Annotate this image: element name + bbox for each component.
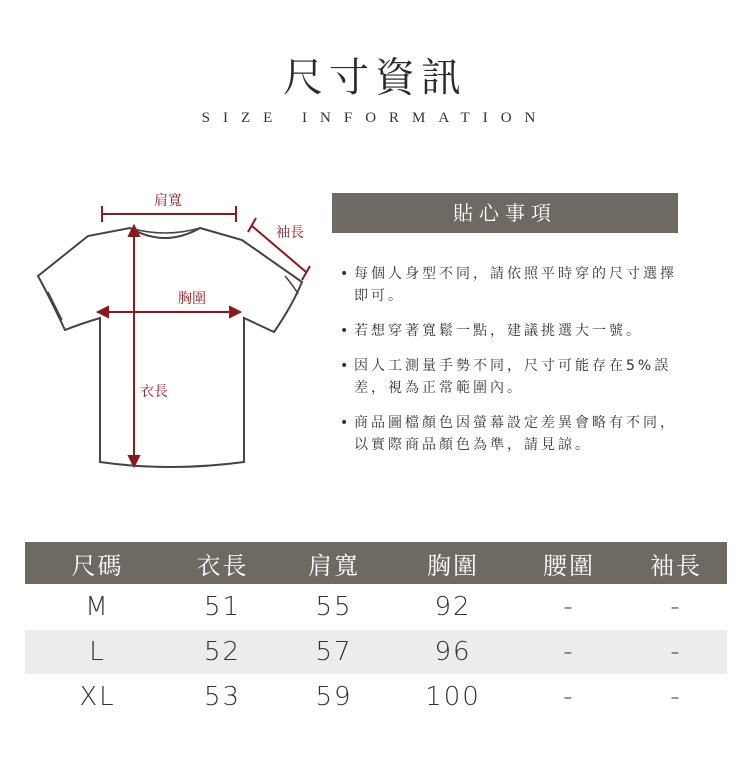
header-shoulder: 肩寬 xyxy=(308,551,360,580)
header-size: 尺碼 xyxy=(71,551,124,580)
page-subtitle: SIZE INFORMATION xyxy=(201,110,549,126)
cell-shoulder: 57 xyxy=(315,637,353,667)
cell-waist: - xyxy=(563,592,575,622)
shoulder-label: 肩寬 xyxy=(154,193,182,209)
bullet-icon: • xyxy=(340,415,352,431)
cell-chest: 100 xyxy=(425,682,481,712)
sleeve-tick-bottom xyxy=(302,266,310,280)
header-length: 衣長 xyxy=(196,551,249,580)
cell-shoulder: 59 xyxy=(315,682,353,712)
header-waist: 腰圍 xyxy=(543,551,595,580)
table-row xyxy=(25,585,727,629)
header-sleeve: 袖長 xyxy=(650,551,702,580)
cell-waist: - xyxy=(563,682,575,712)
sleeve-tick-top xyxy=(248,218,256,232)
cell-size: M xyxy=(85,592,110,622)
cell-length: 52 xyxy=(203,637,242,667)
note-text: 商品圖檔顏色因螢幕設定差異會略有不同，以實際商品顏色為準，請見諒。 xyxy=(354,415,677,453)
bullet-icon: • xyxy=(340,266,352,282)
bullet-icon: • xyxy=(340,358,352,374)
cell-waist: - xyxy=(563,637,575,667)
cell-sleeve: - xyxy=(670,592,682,622)
notes-list xyxy=(340,263,680,469)
cell-shoulder: 55 xyxy=(315,592,353,622)
note-item xyxy=(340,412,680,456)
tshirt-diagram xyxy=(30,180,330,490)
left-cuff-line xyxy=(48,292,62,320)
cell-length: 53 xyxy=(203,682,242,712)
cell-sleeve: - xyxy=(670,682,682,712)
cell-size: XL xyxy=(79,682,116,712)
cell-sleeve: - xyxy=(670,637,682,667)
page-title: 尺寸資訊 xyxy=(283,55,467,101)
length-label: 衣長 xyxy=(140,384,168,400)
bullet-icon: • xyxy=(340,323,352,339)
chest-arrow-left xyxy=(98,307,108,317)
note-text: 因人工測量手勢不同，尺寸可能存在5%誤差，視為正常範圍內。 xyxy=(354,358,672,396)
chest-label: 胸圍 xyxy=(178,291,206,307)
size-table-header xyxy=(25,542,727,584)
note-item xyxy=(340,355,680,399)
cell-size: L xyxy=(89,637,106,667)
note-item xyxy=(340,320,680,342)
note-text: 若想穿著寬鬆一點，建議挑選大一號。 xyxy=(354,323,643,339)
cell-length: 51 xyxy=(203,592,242,622)
size-table xyxy=(25,542,727,719)
notes-title: 貼心事項 xyxy=(332,193,678,233)
chest-arrow-right xyxy=(230,307,240,317)
cell-chest: 92 xyxy=(434,592,472,622)
table-row xyxy=(25,630,727,674)
note-item xyxy=(340,263,680,307)
header-chest: 胸圍 xyxy=(427,551,479,580)
sleeve-label: 袖長 xyxy=(276,225,304,241)
table-row xyxy=(25,675,727,719)
note-text: 每個人身型不同，請依照平時穿的尺寸選擇即可。 xyxy=(354,266,677,304)
tshirt-outline xyxy=(38,228,302,467)
cell-chest: 96 xyxy=(434,637,472,667)
